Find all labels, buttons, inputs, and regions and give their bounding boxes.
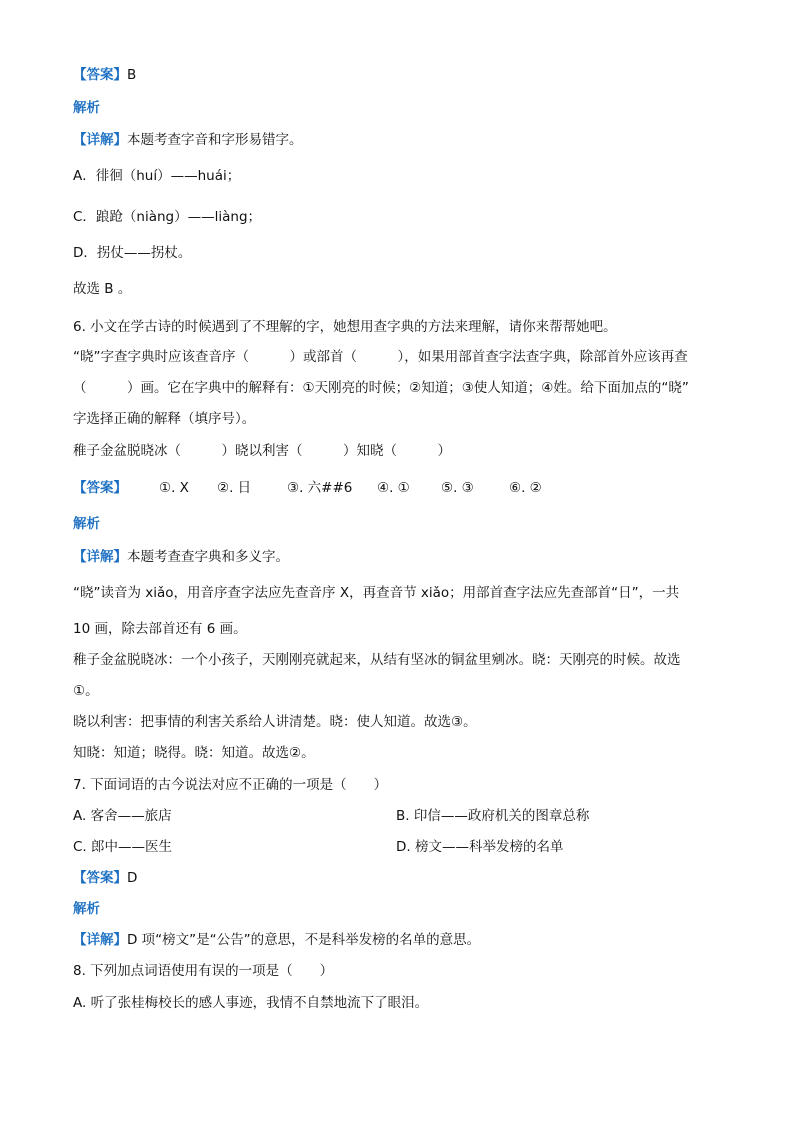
analysis-label: 解析 [73,100,100,116]
q7-answer: D [127,870,138,886]
answer-label: 【答案】 [73,870,127,886]
q7-options-row-1 [73,807,733,825]
q5-line-d: D．拐仗——拐杖。 [73,245,192,261]
q6-stem-3: （ ）画。它在字典中的解释有：①天刚亮的时候；②知道；③使人知道；④姓。给下面加点的“晓” [73,380,689,396]
detail-label: 【详解】 [73,549,127,565]
analysis-label: 解析 [73,516,100,532]
q7-answer-line [73,869,733,887]
q8-option-a: A. 听了张桂梅校长的感人事迹，我情不自禁地流下了眼泪。 [73,995,429,1011]
q5-line-c: C．踉跄（niàng）——liàng； [73,209,262,225]
q8-stem: 8. 下列加点词语使用有误的一项是（ ） [73,963,334,979]
q6-stem-2: “晓”字查字典时应该查音序（ ）或部首（ ），如果用部首查字法查字典，除部首外应该再查 [73,349,688,365]
q6-analysis-line [73,515,733,533]
analysis-label: 解析 [73,901,100,917]
q7-options-row-2 [73,838,733,856]
q6-answer-6: ⑥. ② [509,480,542,496]
q6-exp-6: 知晓：知道；晓得。晓：知道。故选②。 [73,745,315,761]
q6-answer-line [73,479,733,497]
answer-label: 【答案】 [73,480,127,496]
q6-exp-5: 晓以利害：把事情的利害关系给人讲清楚。晓：使人知道。故选③。 [73,714,477,730]
q7-stem: 7. 下面词语的古今说法对应不正确的一项是（ ） [73,777,388,793]
detail-label: 【详解】 [73,932,127,948]
q6-exp-3: 稚子金盆脱晓冰：一个小孩子，天刚刚亮就起来，从结有坚冰的铜盆里剜冰。晓：天刚亮的时候。故选 [73,652,681,668]
detail-label: 【详解】 [73,132,127,148]
q6-exp-4: ①。 [73,683,99,699]
answer-label: 【答案】 [73,67,127,83]
q6-answer-3: ③. 六##6 [287,480,353,496]
q6-detail: 本题考查查字典和多义字。 [127,549,289,565]
q6-stem-1: 6. 小文在学古诗的时候遇到了不理解的字，她想用查字典的方法来理解，请你来帮帮她吧。 [73,319,617,335]
q6-answer-4: ④. ① [377,480,410,496]
q6-detail-line [73,548,733,566]
q7-detail-line [73,931,733,949]
q6-answer-5: ⑤. ③ [441,480,474,496]
q6-answer-2: ②. 日 [217,480,252,496]
q7-detail: D 项“榜文”是“公告”的意思，不是科举发榜的名单的意思。 [127,932,481,948]
q6-exp-2: 10 画，除去部首还有 6 画。 [73,621,247,637]
q7-option-a: A. 客舍——旅店 [73,808,172,824]
q5-detail-line [73,131,733,149]
q6-answer-1: ①. X [159,480,189,496]
q5-conclusion: 故选 B 。 [73,281,132,297]
q5-answer: B [127,67,137,83]
q7-option-b: B. 印信——政府机关的图章总称 [396,808,590,824]
q5-answer-line [73,66,733,84]
q6-stem-4: 字选择正确的解释（填序号）。 [73,411,256,427]
q7-option-c: C. 郎中——医生 [73,839,173,855]
q7-option-d: D. 榜文——科举发榜的名单 [396,839,564,855]
q5-analysis-line [73,99,733,117]
q6-exp-1: “晓”读音为 xiǎo，用音序查字法应先查音序 X，再查音节 xiǎo；用部首查字法应先查部首“日”，一共 [73,585,680,601]
q7-analysis-line [73,900,733,918]
q5-line-a: A．徘徊（huí）——huái； [73,168,241,184]
q5-detail: 本题考查字音和字形易错字。 [127,132,303,148]
q6-stem-5: 稚子金盆脱晓冰（ ）晓以利害（ ）知晓（ ） [73,443,451,459]
